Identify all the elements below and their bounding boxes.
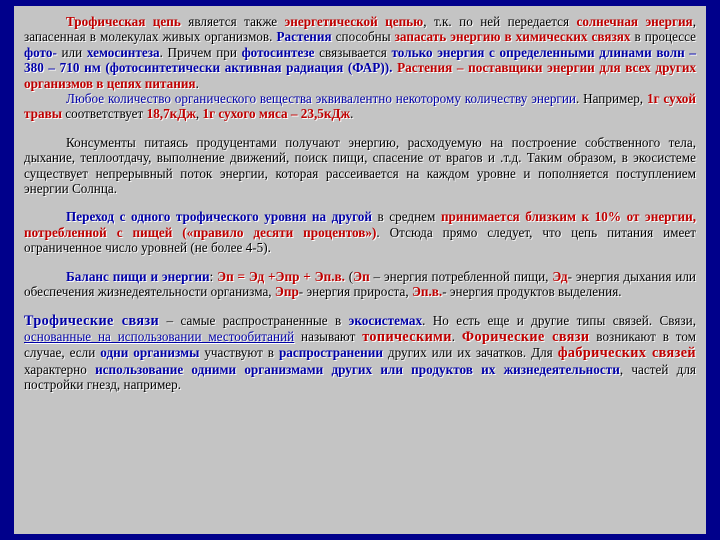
text-span: использование одними организмами других или продуктов их жизнедеятельности — [95, 361, 620, 377]
text-span: - энергия дыхания или обеспечения жизнедеятельности организма, — [24, 268, 696, 300]
text-span: возникают в том случае, если — [24, 328, 697, 361]
text-span: Эп.в. — [411, 284, 443, 300]
text-span: Эд — [552, 268, 568, 284]
text-span: 1г сухой травы — [24, 91, 696, 122]
text-span: . Но есть еще и другие типы связей. Связи, — [422, 312, 696, 328]
text-span: Баланс пищи и энергии — [66, 268, 210, 284]
text-span: Трофическая цепь — [66, 14, 181, 29]
text-span: называют — [294, 328, 363, 344]
text-span: солнечная энергия — [576, 14, 693, 29]
text-span: участвуют в — [199, 345, 279, 361]
text-span: - энергия продуктов выделения. — [442, 284, 622, 300]
text-span: является также — [180, 14, 285, 29]
text-span: Любое количество органического вещества эквивалентно некоторому количеству энергии — [66, 91, 576, 107]
text-span: , т.к. по ней передается — [423, 14, 577, 29]
slide-panel — [14, 6, 706, 534]
text-span: характерно — [24, 361, 96, 377]
text-span: топическими — [362, 328, 452, 345]
text-span: ( — [344, 268, 354, 284]
paragraph-consumers — [24, 135, 696, 197]
text-span: . — [350, 106, 354, 122]
text-span: Форические связи — [461, 328, 590, 345]
text-span: Переход с одного трофического уровня на другой — [66, 209, 372, 225]
text-span: : — [209, 268, 218, 284]
text-span: одни организмы — [100, 345, 200, 361]
text-span: фотосинтезе — [241, 44, 315, 60]
text-span: 1г сухого мяса – 23,5кДж — [202, 106, 351, 122]
text-span: , запасенная в молекулах живых организмов. — [24, 14, 696, 45]
text-span: . — [195, 75, 199, 91]
text-span: в процессе — [630, 29, 696, 45]
paragraph-ten-percent-rule — [24, 209, 696, 255]
text-span: других или их зачатков. Для — [382, 345, 558, 361]
text-span: в среднем — [371, 209, 441, 225]
text-span: – энергия потребленной пищи, — [369, 268, 553, 284]
text-span: Эпр — [274, 284, 299, 300]
text-span: Эп = Эд +Эпр + Эп.в. — [217, 268, 345, 284]
text-span: . — [451, 328, 462, 344]
text-span: . Например, — [575, 91, 647, 107]
text-span: соответствует — [62, 106, 147, 122]
text-span: или — [56, 44, 87, 60]
text-span: фото- — [24, 44, 57, 60]
paragraph-organic-energy — [24, 91, 696, 122]
text-span: способны — [331, 29, 395, 45]
text-span: запасать энергию в химических связях — [394, 29, 631, 45]
text-span: экосистемах — [348, 312, 423, 328]
text-span: основанные на использовании местообитаний — [24, 328, 295, 344]
text-span: распространении — [278, 345, 383, 361]
text-span: связывается — [314, 44, 392, 60]
text-span: . Отсюда прямо следует, что цепь питания имеет ограниченное число уровней (не более 4-5). — [24, 224, 696, 256]
text-span: . Причем при — [159, 44, 242, 60]
text-span: , частей для постройки гнезд, например. — [24, 361, 696, 393]
text-span: - энергия прироста, — [298, 284, 412, 300]
text-span: Растения — [276, 29, 332, 45]
text-span: только энергия с определенными длинами волн – 380 – 710 нм (фотосинтетически активная радиация (ФАР)). — [24, 44, 697, 76]
text-span: принимается близким к 10% от энергии, потребленной с пищей («правило десяти процентов») — [24, 209, 696, 240]
text-span: Консументы питаясь продуцентами получают энергию, расходуемую на построение собственного тела, дыхание, теплоотдачу, выполнение движений, поиск пищи, спасение от врагов и .т.д. Таким образом, в экосистеме существует непрерывный поток энергии, которая рассеивается на каждом уровне и пополняется поступлением энергии Солнца. — [24, 134, 696, 197]
text-span: фабрических связей — [557, 345, 696, 362]
text-span: 18,7кДж — [146, 106, 196, 122]
paragraph-trophic-chain — [24, 14, 696, 91]
text-span: хемосинтеза — [86, 44, 160, 60]
text-span: энергетической цепью — [284, 14, 424, 29]
text-span: Эп — [353, 268, 370, 284]
text-span: , — [195, 106, 203, 122]
text-span: Растения – поставщики энергии для всех других организмов в цепях питания — [24, 60, 697, 91]
paragraph-other-links — [24, 313, 696, 393]
text-span: Трофические связи — [24, 312, 160, 329]
text-span: – самые распространенные в — [159, 312, 349, 328]
paragraph-energy-balance — [24, 269, 696, 300]
